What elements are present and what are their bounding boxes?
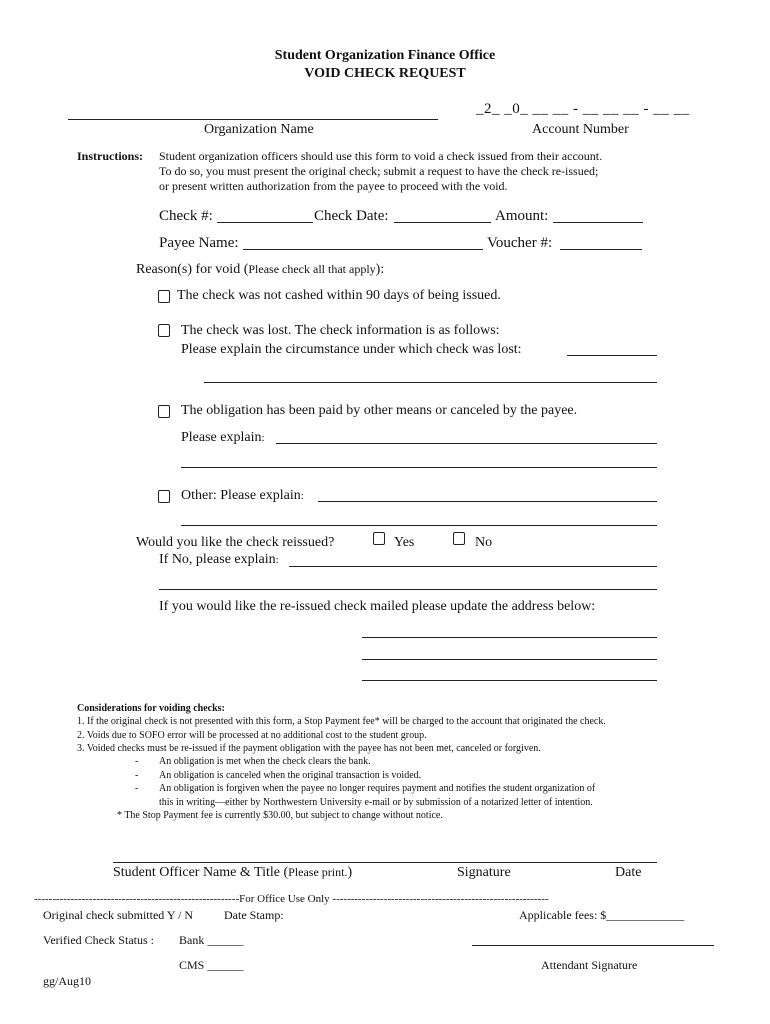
amount-field[interactable] <box>553 222 643 223</box>
voucher-label: Voucher #: <box>487 235 553 251</box>
reason-lost-label: The check was lost. The check information is as follows: <box>181 323 500 338</box>
date-label: Date <box>615 865 642 880</box>
considerations-heading: Considerations for voiding checks: <box>77 703 225 714</box>
account-number-label: Account Number <box>532 122 629 137</box>
payee-name-label: Payee Name: <box>159 235 239 251</box>
form-version: gg/Aug10 <box>43 974 91 988</box>
attendant-signature-label: Attendant Signature <box>541 958 638 972</box>
bullet-dash: - <box>135 783 139 794</box>
organization-name-label: Organization Name <box>204 122 314 137</box>
check-number-label: Check #: <box>159 208 213 224</box>
verified-check-status-label: Verified Check Status : <box>43 933 154 947</box>
reason-not-cashed-checkbox[interactable] <box>158 290 170 303</box>
reissue-no-checkbox[interactable] <box>453 532 465 545</box>
cms-status-field[interactable]: CMS ______ <box>179 958 244 972</box>
reason-other-explain-field-2[interactable] <box>181 525 657 526</box>
payee-name-field[interactable] <box>243 249 483 250</box>
address-line-2[interactable] <box>362 659 657 660</box>
reissue-yes-checkbox[interactable] <box>373 532 385 545</box>
consideration-bullet: this in writing—either by Northwestern University e-mail or by submission of a notarized letter of intention. <box>159 797 593 808</box>
consideration-bullet: An obligation is canceled when the original transaction is voided. <box>159 770 422 781</box>
instructions-line: To do so, you must present the original check; submit a request to have the check re-issued; <box>159 164 599 178</box>
voucher-field[interactable] <box>560 249 642 250</box>
form-agency-title: Student Organization Finance Office <box>274 48 496 63</box>
reason-paid-explain-field[interactable] <box>276 443 657 444</box>
reason-lost-explain-field[interactable] <box>567 355 657 356</box>
stop-payment-footnote: * The Stop Payment fee is currently $30.00, but subject to change without notice. <box>117 810 443 821</box>
organization-name-field[interactable] <box>68 119 438 120</box>
officer-name-title-label: Student Officer Name & Title (Please print.) <box>113 865 353 880</box>
reason-lost-explain-label: Please explain the circumstance under which check was lost: <box>181 342 522 357</box>
applicable-fees-label: Applicable fees: $_____________ <box>519 908 685 922</box>
consideration-item: 2. Voids due to SOFO error will be processed at no additional cost to the student group. <box>77 730 427 741</box>
original-check-submitted: Original check submitted Y / N <box>43 908 194 922</box>
address-line-1[interactable] <box>362 637 657 638</box>
check-date-label: Check Date: <box>314 208 389 224</box>
reissue-no-explain-field-2[interactable] <box>159 589 657 590</box>
reason-paid-explain-field-2[interactable] <box>181 467 657 468</box>
reissue-question: Would you like the check reissued? <box>136 535 335 550</box>
attendant-signature-line[interactable] <box>472 945 714 946</box>
reason-paid-explain-label: Please explain: <box>181 430 265 445</box>
office-use-divider: --------------------------------------------------------For Office Use Only ----------------------------------------------------------- <box>34 893 549 905</box>
account-number-value[interactable]: _2_ _0_ __ __ - __ __ __ - __ __ <box>476 101 690 117</box>
amount-label: Amount: <box>495 208 549 224</box>
address-prompt: If you would like the re-issued check mailed please update the address below: <box>159 599 596 614</box>
date-stamp-label: Date Stamp: <box>224 908 284 922</box>
reissue-no-explain-label: If No, please explain: <box>159 552 279 567</box>
reason-lost-checkbox[interactable] <box>158 324 170 337</box>
reissue-yes-label: Yes <box>394 535 415 550</box>
reason-paid-other-checkbox[interactable] <box>158 405 170 418</box>
instructions-label: Instructions: <box>77 149 144 163</box>
signature-label: Signature <box>457 865 511 880</box>
consideration-item: 3. Voided checks must be re-issued if the payment obligation with the payee has not been met, canceled or forgiven. <box>77 743 541 754</box>
check-number-field[interactable] <box>217 222 313 223</box>
instructions-line: or present written authorization from the payee to proceed with the void. <box>159 179 508 193</box>
bullet-dash: - <box>135 756 139 767</box>
reason-paid-other-label: The obligation has been paid by other means or canceled by the payee. <box>181 403 578 418</box>
form-title: VOID CHECK REQUEST <box>304 66 466 81</box>
reasons-heading: Reason(s) for void (Please check all that apply): <box>136 262 385 277</box>
instructions-line: Student organization officers should use this form to void a check issued from their account. <box>159 149 603 163</box>
reason-other-label: Other: Please explain: <box>181 488 304 503</box>
reason-not-cashed-label: The check was not cashed within 90 days of being issued. <box>177 288 501 303</box>
reissue-no-label: No <box>475 535 493 550</box>
address-line-3[interactable] <box>362 680 657 681</box>
reissue-no-explain-field[interactable] <box>289 566 657 567</box>
consideration-bullet: An obligation is met when the check clears the bank. <box>159 756 371 767</box>
officer-signature-line[interactable] <box>113 862 657 863</box>
reason-other-checkbox[interactable] <box>158 490 170 503</box>
bullet-dash: - <box>135 770 139 781</box>
reason-lost-explain-field-2[interactable] <box>204 382 657 383</box>
reason-other-explain-field[interactable] <box>318 501 657 502</box>
consideration-item: 1. If the original check is not presented with this form, a Stop Payment fee* will be charged to the account that originated the check. <box>77 716 606 727</box>
bank-status-field[interactable]: Bank ______ <box>179 933 244 947</box>
check-date-field[interactable] <box>394 222 491 223</box>
consideration-bullet: An obligation is forgiven when the payee no longer requires payment and notifies the student organization of <box>159 783 596 794</box>
